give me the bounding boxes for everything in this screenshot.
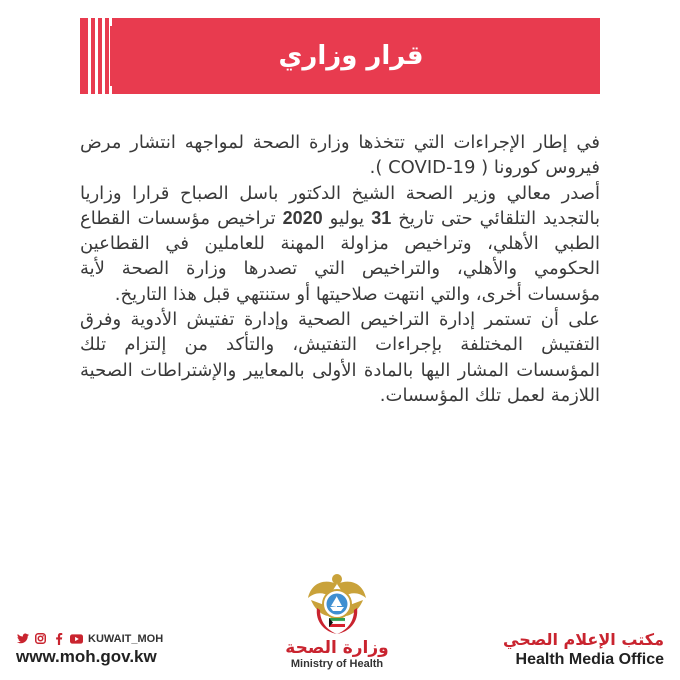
paragraph-inspection: على أن تستمر إدارة التراخيص الصحية وإدارة تفتيش الأدوية وفرق التفتيش المختلفة بإجراءات التفتيش، والتأكد من إلتزام تلك المؤسسات المشار اليها بالمادة الأولى بالمعايير والإشتراطات الصحية اللازمة لعمل تلك المؤسسات. (80, 309, 600, 406)
kuwait-emblem-icon (305, 570, 369, 638)
website-link[interactable]: www.moh.gov.kw (16, 647, 157, 666)
youtube-icon[interactable] (70, 632, 83, 645)
date-month: يوليو (329, 207, 365, 229)
ministry-name-ar: وزارة الصحة (285, 638, 389, 658)
office-name-ar: مكتب الإعلام الصحي (503, 630, 664, 649)
intro-line-1: في إطار الإجراءات التي تتخذها وزارة الصحة لمواجهه (184, 132, 600, 153)
banner-stripes (88, 18, 112, 94)
ministry-name-en: Ministry of Health (290, 658, 384, 670)
paragraph-decision (80, 181, 600, 307)
intro-line-2: انتشار مرض فيروس كورونا ( COVID-19 ). (80, 132, 600, 179)
decision-body (80, 130, 600, 408)
page-title: قرار وزاري (278, 41, 424, 71)
social-handle[interactable]: KUWAIT_MOH (88, 632, 164, 645)
social-row (16, 632, 196, 645)
decision-text-1: أصدر معالي وزير الصحة الشيخ الدكتور باسل الصباح قرارا وزاريا بالتجديد التلقائي حتى تاريخ (80, 182, 600, 229)
office-name-en: Health Media Office (515, 651, 664, 668)
twitter-icon[interactable] (16, 632, 29, 645)
facebook-icon[interactable] (52, 632, 65, 645)
footer-office (464, 630, 664, 670)
footer-social (16, 632, 196, 667)
ministry-logo (262, 570, 412, 671)
paragraph-intro (80, 130, 600, 181)
decision-text-2: تراخيص مؤسسات القطاع الطبي الأهلي، وتراخيص مزاولة المهنة للعاملين في القطاعين الحكومي والأهلي، والتراخيص التي تصدرها وزارة الصحة لأية مؤسسات أخرى، والتي انتهت صلاحيتها أو ستنتهي قبل هذا التاريخ. (80, 207, 600, 305)
instagram-icon[interactable] (34, 632, 47, 645)
title-inner (110, 26, 592, 86)
date-year: 2020 (282, 207, 323, 228)
title-banner (80, 18, 600, 94)
date-day: 31 (371, 207, 392, 228)
